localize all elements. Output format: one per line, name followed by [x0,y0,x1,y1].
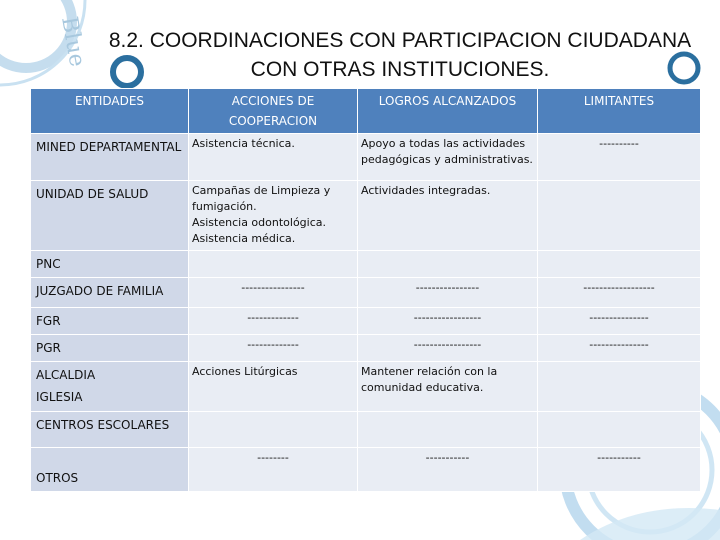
cell-entity: FGR [31,308,189,335]
cell-entity: PNC [31,251,189,278]
cell-limitation: ---------- [538,134,701,181]
cell-entity: OTROS [31,448,189,492]
cell-limitation [538,412,701,448]
cell-limitation: --------------- [538,308,701,335]
cell-action: -------- [189,448,358,492]
cell-limitation: --------------- [538,335,701,362]
cell-achievement [358,412,538,448]
cell-entity: MINED DEPARTAMENTAL [31,134,189,181]
cell-action: ---------------- [189,278,358,308]
cell-limitation [538,362,701,412]
table-row [31,181,701,251]
cell-achievement [358,251,538,278]
cell-achievement: Apoyo a todas las actividades pedagógicas y administrativas. [358,134,538,181]
table-row [31,412,701,448]
cell-limitation [538,251,701,278]
cell-action: Acciones Litúrgicas [189,362,358,412]
cell-action [189,412,358,448]
cell-entity: ALCALDIA IGLESIA [31,362,189,412]
cell-achievement: ----------------- [358,335,538,362]
cell-entity: UNIDAD DE SALUD [31,181,189,251]
entities-table [30,88,701,492]
watermark-text: Blue [56,14,90,69]
cell-achievement: Actividades integradas. [358,181,538,251]
cell-entity: JUZGADO DE FAMILIA [31,278,189,308]
header-logros: LOGROS ALCANZADOS [358,89,538,134]
cell-action: ------------- [189,335,358,362]
cell-achievement: Mantener relación con la comunidad educativa. [358,362,538,412]
cell-limitation: ------------------ [538,278,701,308]
header-acciones: ACCIONES DE COOPERACION [189,89,358,134]
cell-achievement: ----------- [358,448,538,492]
table-row [31,448,701,492]
cell-entity: CENTROS ESCOLARES [31,412,189,448]
table-row [31,278,701,308]
table-row [31,251,701,278]
table-row [31,362,701,412]
table-row [31,134,701,181]
table-row [31,308,701,335]
header-limitantes: LIMITANTES [538,89,701,134]
cell-achievement: ----------------- [358,308,538,335]
cell-action: Campañas de Limpieza y fumigación. Asistencia odontológica. Asistencia médica. [189,181,358,251]
cell-limitation: ----------- [538,448,701,492]
cell-limitation [538,181,701,251]
cell-action [189,251,358,278]
table-row [31,335,701,362]
cell-action: Asistencia técnica. [189,134,358,181]
cell-entity: PGR [31,335,189,362]
page-title: 8.2. COORDINACIONES CON PARTICIPACION CIUDADANA CON OTRAS INSTITUCIONES. [108,29,692,81]
cell-action: ------------- [189,308,358,335]
table-header-row [31,89,701,134]
cell-achievement: ---------------- [358,278,538,308]
header-entidades: ENTIDADES [31,89,189,134]
